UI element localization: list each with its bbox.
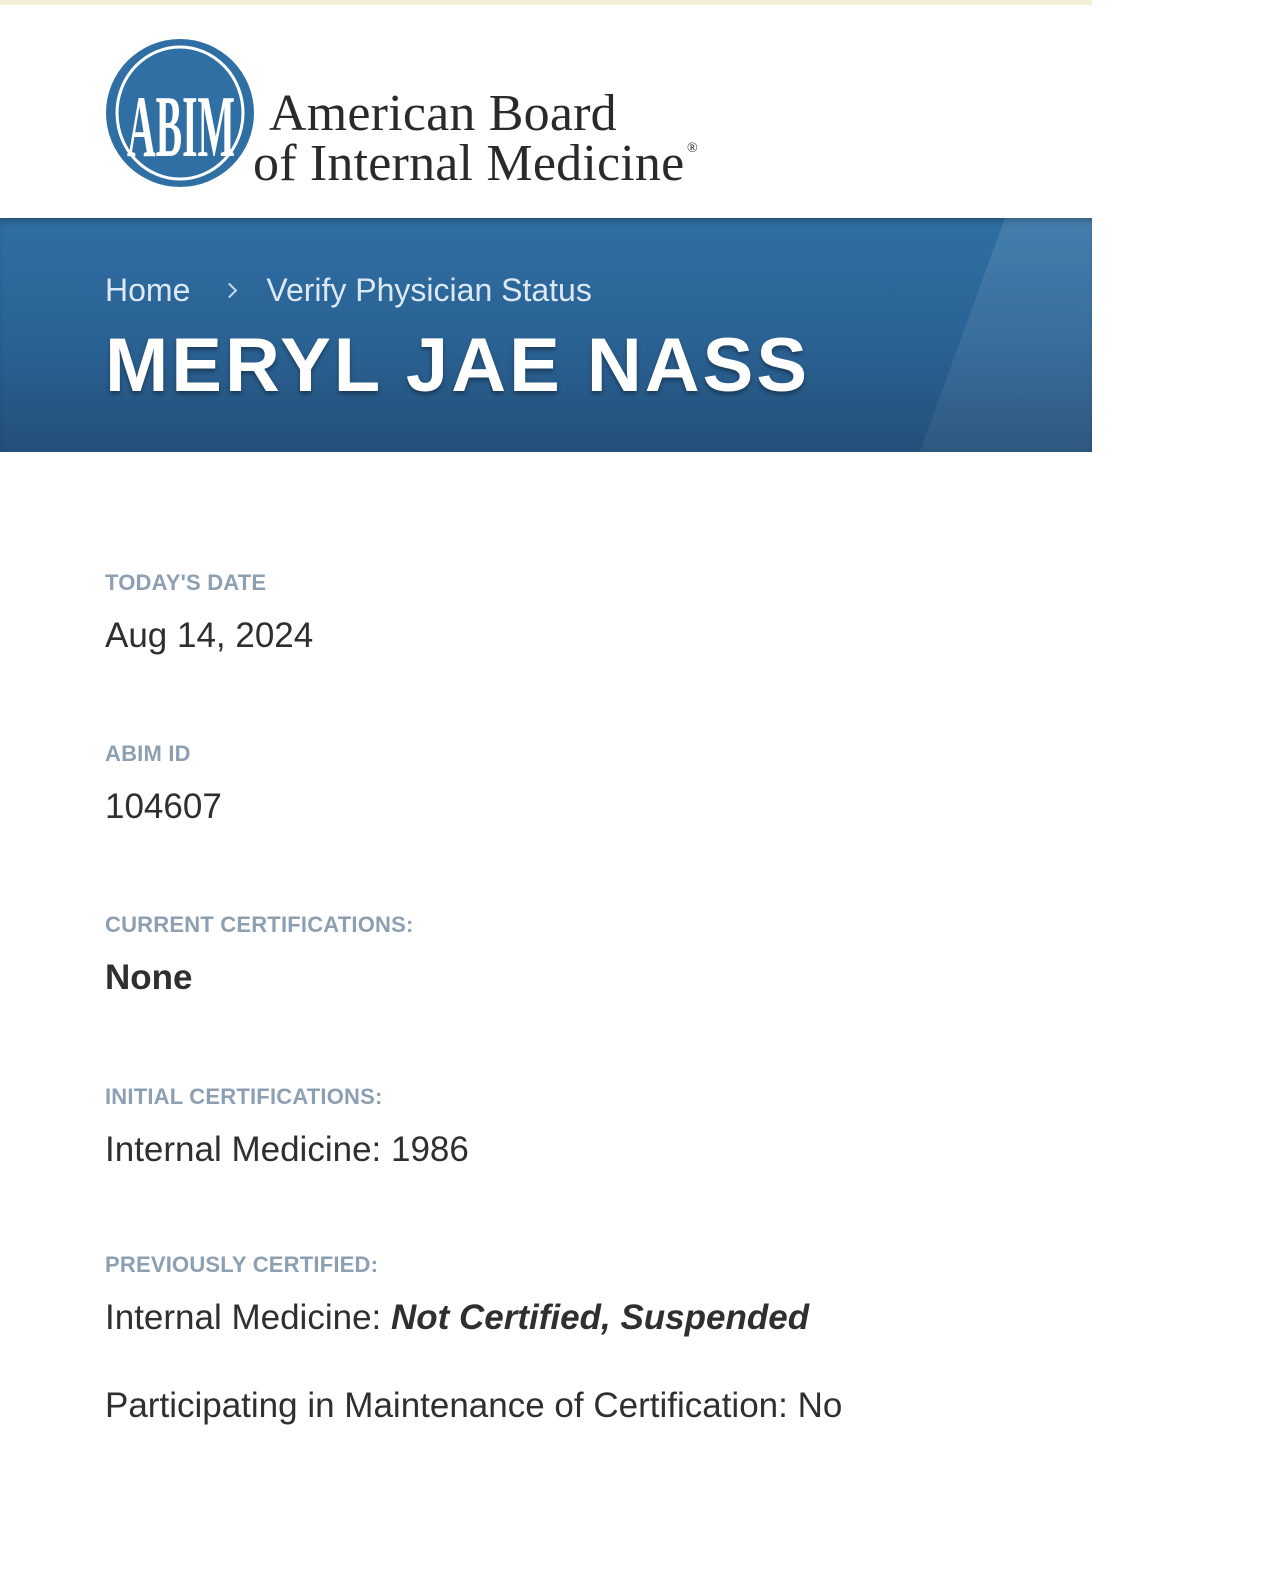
previously-certified-value xyxy=(105,1298,1005,1338)
todays-date-label: TODAY'S DATE xyxy=(105,570,267,595)
current-certifications-value: None xyxy=(105,958,193,997)
site-header xyxy=(0,5,1092,218)
previously-certified-field xyxy=(105,1252,1005,1338)
initial-certifications-label: INITIAL CERTIFICATIONS: xyxy=(105,1084,383,1109)
logo-text-line1: American Board xyxy=(269,85,617,142)
breadcrumb xyxy=(105,270,592,310)
logo-text-line2: of Internal Medicine xyxy=(253,135,685,192)
breadcrumb-verify-physician-status-link[interactable]: Verify Physician Status xyxy=(266,271,592,308)
previously-certified-label: PREVIOUSLY CERTIFIED: xyxy=(105,1252,379,1277)
todays-date-field xyxy=(105,570,1005,656)
previously-certified-specialty: Internal Medicine: xyxy=(105,1298,382,1337)
previously-certified-status: Not Certified, Suspended xyxy=(391,1298,810,1337)
moc-participation xyxy=(105,1386,842,1426)
abim-id-field xyxy=(105,741,1005,827)
todays-date-value: Aug 14, 2024 xyxy=(105,616,314,655)
seal-letters: ABIM xyxy=(127,79,235,176)
breadcrumb-home-link[interactable]: Home xyxy=(105,271,191,308)
registered-mark: ® xyxy=(687,141,698,156)
chevron-right-icon xyxy=(224,283,238,297)
hero-decorative-shard xyxy=(920,218,1265,452)
page-title: MERYL JAE NASS xyxy=(105,323,811,408)
page-hero-banner xyxy=(0,218,1092,452)
moc-label: Participating in Maintenance of Certification: xyxy=(105,1386,788,1425)
abim-seal-icon xyxy=(105,38,255,188)
abim-logo-link[interactable] xyxy=(105,38,705,192)
abim-id-value: 104607 xyxy=(105,787,222,826)
moc-value: No xyxy=(797,1386,843,1425)
initial-certifications-value: Internal Medicine: 1986 xyxy=(105,1130,469,1169)
current-certifications-field xyxy=(105,912,1005,998)
initial-certifications-field xyxy=(105,1084,1005,1170)
current-certifications-label: CURRENT CERTIFICATIONS: xyxy=(105,912,414,937)
abim-id-label: ABIM ID xyxy=(105,741,191,766)
